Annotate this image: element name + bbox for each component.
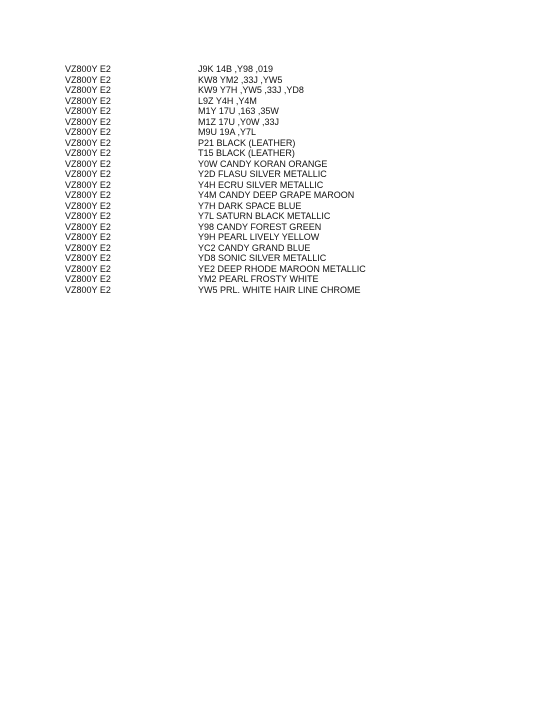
list-item	[65, 211, 545, 222]
model-code: VZ800Y E2	[65, 221, 111, 232]
list-item	[65, 138, 545, 149]
option-description: J9K 14B ,Y98 ,019	[198, 64, 274, 74]
option-description: Y7L SATURN BLACK METALLIC	[198, 211, 331, 221]
model-code: VZ800Y E2	[65, 263, 111, 274]
model-code: VZ800Y E2	[65, 169, 111, 179]
model-code: VZ800Y E2	[65, 95, 111, 106]
option-description: Y2D FLASU SILVER METALLIC	[198, 169, 327, 179]
option-description: M1Z 17U ,Y0W ,33J	[198, 116, 280, 127]
option-description: T15 BLACK (LEATHER)	[198, 148, 295, 158]
list-item	[65, 274, 545, 285]
model-code: VZ800Y E2	[65, 211, 111, 221]
list-item	[65, 232, 545, 243]
option-description: YC2 CANDY GRAND BLUE	[198, 242, 311, 253]
list-item	[65, 159, 545, 170]
model-code: VZ800Y E2	[65, 64, 111, 74]
model-code: VZ800Y E2	[65, 242, 111, 253]
option-description: YW5 PRL. WHITE HAIR LINE CHROME	[198, 284, 361, 295]
model-code: VZ800Y E2	[65, 74, 111, 85]
option-description: Y0W CANDY KORAN ORANGE	[198, 158, 328, 169]
list-item	[65, 264, 545, 275]
list-item	[65, 75, 545, 86]
list-item	[65, 180, 545, 191]
option-description: YE2 DEEP RHODE MAROON METALLIC	[198, 263, 366, 274]
list-item	[65, 117, 545, 128]
model-code: VZ800Y E2	[65, 116, 111, 127]
list-item	[65, 127, 545, 138]
model-code: VZ800Y E2	[65, 179, 111, 190]
model-code: VZ800Y E2	[65, 253, 111, 263]
model-code: VZ800Y E2	[65, 137, 111, 148]
list-item	[65, 85, 545, 96]
model-option-list	[65, 64, 545, 295]
model-code: VZ800Y E2	[65, 284, 111, 295]
model-code: VZ800Y E2	[65, 200, 111, 211]
list-item	[65, 222, 545, 233]
option-description: Y9H PEARL LIVELY YELLOW	[198, 232, 320, 242]
list-item	[65, 106, 545, 117]
option-description: Y4M CANDY DEEP GRAPE MAROON	[198, 190, 355, 200]
model-code: VZ800Y E2	[65, 190, 111, 200]
option-description: Y4H ECRU SILVER METALLIC	[198, 179, 324, 190]
option-description: Y98 CANDY FOREST GREEN	[198, 221, 322, 232]
model-code: VZ800Y E2	[65, 232, 111, 242]
option-description: KW9 Y7H ,YW5 ,33J ,YD8	[198, 85, 304, 95]
model-code: VZ800Y E2	[65, 106, 111, 116]
option-description: M9U 19A ,Y7L	[198, 127, 257, 137]
model-code: VZ800Y E2	[65, 274, 111, 284]
list-item	[65, 96, 545, 107]
option-description: YM2 PEARL FROSTY WHITE	[198, 274, 319, 284]
model-code: VZ800Y E2	[65, 127, 111, 137]
option-description: L9Z Y4H ,Y4M	[198, 95, 257, 106]
option-description: Y7H DARK SPACE BLUE	[198, 200, 302, 211]
option-description: P21 BLACK (LEATHER)	[198, 137, 296, 148]
list-item	[65, 64, 545, 75]
list-item	[65, 253, 545, 264]
list-item	[65, 201, 545, 212]
list-item	[65, 285, 545, 296]
model-code: VZ800Y E2	[65, 85, 111, 95]
list-item	[65, 190, 545, 201]
list-item	[65, 148, 545, 159]
list-item	[65, 243, 545, 254]
option-description: KW8 YM2 ,33J ,YW5	[198, 74, 283, 85]
model-code: VZ800Y E2	[65, 158, 111, 169]
option-description: YD8 SONIC SILVER METALLIC	[198, 253, 327, 263]
option-description: M1Y 17U ,163 ,35W	[198, 106, 279, 116]
model-code: VZ800Y E2	[65, 148, 111, 158]
list-item	[65, 169, 545, 180]
